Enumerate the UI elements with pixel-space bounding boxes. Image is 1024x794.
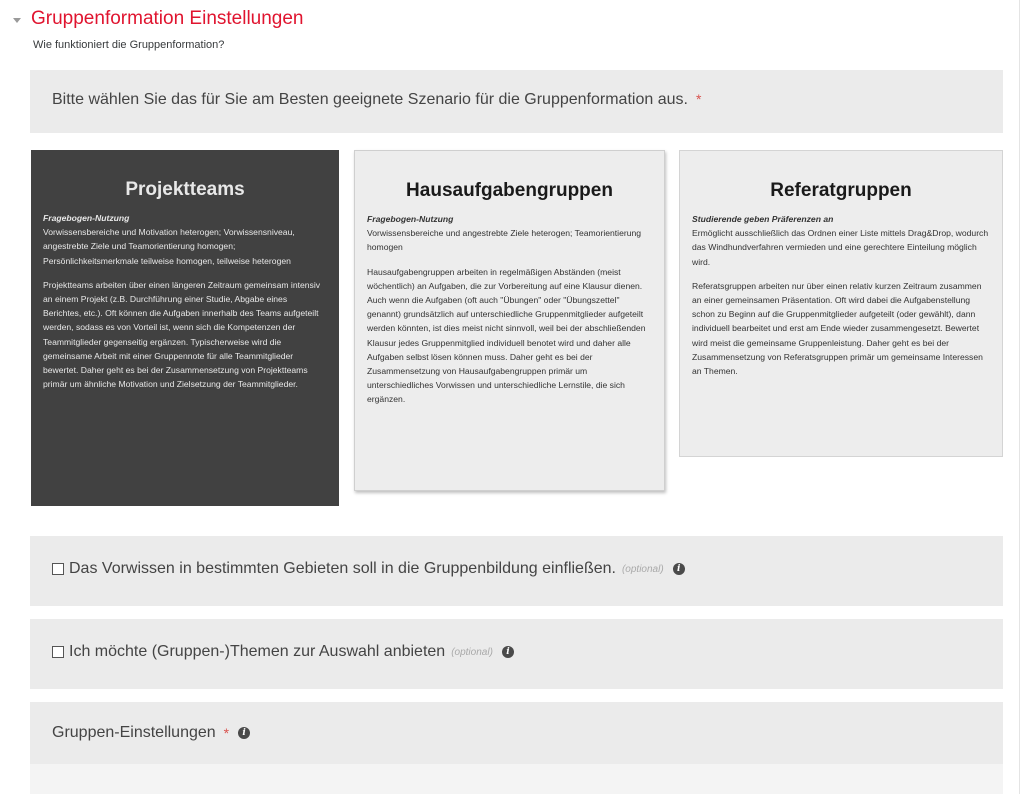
- optional-tag: (optional): [451, 646, 493, 658]
- scenario-body: [355, 212, 664, 407]
- option-topics[interactable]: [52, 643, 514, 661]
- scenario-summary: Vorwissensbereiche und angestrebte Ziele heterogen; Teamorientierung homogen: [367, 228, 642, 253]
- group-settings-content: [30, 764, 1003, 794]
- scenario-title: Referatgruppen: [770, 180, 912, 201]
- caret-down-icon[interactable]: [13, 18, 21, 23]
- scenario-title: Hausaufgabengruppen: [406, 180, 613, 201]
- scenario-description: Projektteams arbeiten über einen längeren Zeitraum gemeinsam intensiv an einem Projekt (z.B. Durchführung einer Studie, Abgabe eines Berichtes, etc.). Oft können die Aufgaben innerhalb des Teams aufgeteilt werden, sodass es von Vorteil ist, wenn sich die Kompetenzen der Teammitglieder gegenseitig ergänzen. Typischerweise wird die gemeinsame Arbeit mit einer Gruppennote für alle Teammitglieder bewertet. Daher geht es bei der Zusammensetzung von Projektteams primär um ähnliche Motivation und Zielsetzung der Teammitglieder.: [43, 279, 321, 390]
- info-icon[interactable]: i: [673, 563, 685, 575]
- page-right-border: [1019, 0, 1020, 794]
- group-settings-panel: [30, 702, 1003, 764]
- scenario-summary: Ermöglicht ausschließlich das Ordnen einer Liste mittels Drag&Drop, wodurch das Windhundverfahren vermieden und eine gerechtere Einteilung möglich wird.: [692, 228, 989, 267]
- scenario-question-label: Bitte wählen Sie das für Sie am Besten geeignete Szenario für die Gruppenformation aus.: [52, 91, 688, 108]
- scenario-title: Projektteams: [125, 179, 245, 200]
- group-settings-header: [52, 724, 250, 742]
- topics-checkbox[interactable]: [52, 646, 64, 658]
- option-panel-prior-knowledge: [30, 536, 1003, 606]
- scenario-description: Referatsgruppen arbeiten nur über einen relativ kurzen Zeitraum zusammen an einer gemeinsamen Präsentation. Oft wird dabei die Aufgabenstellung schon zu Beginn auf die Gruppenmitglieder aufgeteilt (oder gewählt), dann individuell bearbeitet und erst am Ende wieder zusammengesetzt. Bewertet wird meist die gemeinsame Gruppenleistung. Daher geht es bei der Zusammensetzung von Referatsgruppen primär um gemeinsame Interessen an Themen.: [692, 280, 983, 377]
- scenario-body: [680, 212, 1002, 378]
- section-subtitle: Wie funktioniert die Gruppenformation?: [33, 39, 225, 51]
- section-toggle[interactable]: [13, 8, 304, 30]
- scenario-question-panel: [30, 70, 1003, 133]
- scenario-card-projektteams[interactable]: [31, 150, 339, 506]
- group-settings-label: Gruppen-Einstellungen: [52, 724, 216, 741]
- required-asterisk: *: [223, 725, 230, 741]
- scenario-description: Hausaufgabengruppen arbeiten in regelmäßigen Abständen (meist wöchentlich) an Aufgaben, die zur Vorbereitung auf eine Klausur dienen. Auch wenn die Aufgaben (oft auch "Übungen" oder "Übungszettel" genannt) grundsätzlich auf unterschiedliche Gruppenmitglieder aufgeteilt werden könnten, ist dies meist nicht sinnvoll, weil bei der abschließenden Klausur jedes Gruppenmitglied individuell benotet wird und daher alle Aufgaben selbst lösen können muss. Daher geht es bei der Zusammensetzung von Hausaufgabengruppen primär um unterschiedliches Vorwissen und unterschiedliche Lernstile, die sich ergänzen.: [367, 266, 646, 405]
- info-icon[interactable]: i: [502, 646, 514, 658]
- scenario-summary: Vorwissensbereiche und Motivation heterogen; Vorwissensniveau, angestrebte Ziele und Teamorientierung homogen; Persönlichkeitsmerkmale teilweise homogen, teilweise heterogen: [43, 227, 295, 266]
- optional-tag: (optional): [621, 563, 664, 575]
- option-label[interactable]: Ich möchte (Gruppen-)Themen zur Auswahl anbieten: [69, 643, 446, 660]
- section-title[interactable]: Gruppenformation Einstellungen: [31, 8, 304, 29]
- info-icon[interactable]: i: [238, 727, 250, 739]
- option-label[interactable]: Das Vorwissen in bestimmten Gebieten soll in die Gruppenbildung einfließen.: [69, 560, 616, 577]
- scenario-question: [52, 91, 701, 109]
- scenario-subheading: Fragebogen-Nutzung: [43, 213, 130, 223]
- scenario-card-referatgruppen[interactable]: [679, 150, 1003, 457]
- scenario-body: [31, 211, 339, 391]
- option-prior-knowledge[interactable]: [52, 560, 685, 578]
- scenario-subheading: Fragebogen-Nutzung: [367, 214, 454, 224]
- scenario-subheading: Studierende geben Präferenzen an: [692, 214, 834, 224]
- required-asterisk: *: [695, 91, 702, 107]
- option-panel-topics: [30, 619, 1003, 689]
- prior-knowledge-checkbox[interactable]: [52, 563, 64, 575]
- scenario-card-hausaufgabengruppen[interactable]: [354, 150, 665, 491]
